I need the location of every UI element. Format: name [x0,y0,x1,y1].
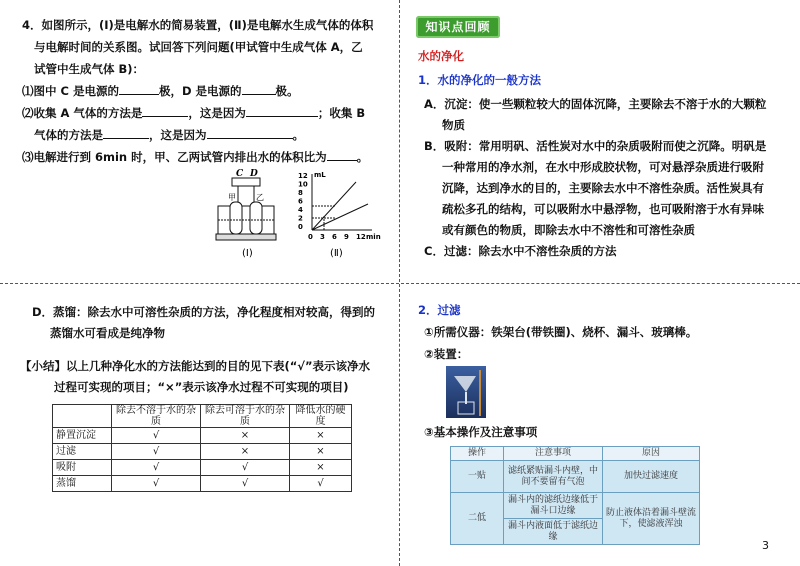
answer-blank [119,94,159,95]
table-cell: 一贴 [451,461,504,493]
tube-jia-label: 甲 [228,193,236,202]
table-cell: √ [290,476,352,492]
origin-label: 0 [308,233,313,241]
table-row [53,476,352,492]
table-cell: √ [201,460,290,476]
y-tick-label: 2 [298,214,303,223]
electrode-c-label: C [236,169,244,179]
header-cell [53,405,112,428]
summary-text: 【小结】以上几种净化水的方法能达到的目的见下表(“√”表示该净水 过程可实现的项目；“×”表示该净水过程不可实现的项目) [20,359,371,394]
section-subtitle: 1．水的净化的一般方法 [418,73,542,87]
answer-blank [142,116,188,117]
y-axis-unit: mL [314,171,326,179]
table-cell: 漏斗内的滤纸边缘低于漏斗口边缘 [504,493,603,519]
x-tick-label: 9 [344,233,349,241]
header-cell: 注意事项 [504,447,603,461]
y-tick-label: 4 [298,206,303,214]
answer-blank [327,160,357,161]
y-tick-label: 8 [298,189,303,197]
question-line: 4．如图所示，(Ⅰ)是电解水的简易装置，(Ⅱ)是电解水生成气体的体积 [22,18,374,32]
table-header-row [451,447,700,461]
filtration-apparatus-photo [446,366,486,418]
tube-yi-label: 乙 [256,193,264,202]
figure-2-label: (Ⅱ) [330,248,343,259]
answer-blank [207,138,293,139]
filtration-title: 2．过滤 [418,303,461,317]
filtration-notes-table [450,446,700,545]
distillation-text: D．蒸馏：除去水中可溶性杂质的方法，净化程度相对较高，得到的 蒸馏水可看成是纯净物 [32,305,376,340]
header-cell: 原因 [603,447,700,461]
x-tick-label: 6 [332,233,337,241]
x-tick-labels [308,233,366,241]
header-cell: 降低水的硬度 [290,405,352,428]
question-part-3: ⑶电解进行到 6min 时，甲、乙两试管内排出水的体积比为 。 [22,150,369,164]
x-axis-unit: min [366,233,381,241]
figure-1-label: (Ⅰ) [242,248,253,259]
table-cell: √ [112,476,201,492]
table-row [53,428,352,444]
question-block [22,14,387,168]
y-tick-label: 0 [298,223,303,231]
electrode-d-label: D [250,169,258,179]
table-row [451,493,700,519]
table-cell: 加快过滤速度 [603,461,700,493]
row-label: 蒸馏 [53,476,112,492]
knowledge-text: A．沉淀：使一些颗粒较大的固体沉降，主要除去不溶于水的大颗粒 物质 B．吸附：常用明矾、活性炭对水中的杂质吸附而使之沉降。明矾是 一种常用的净水剂，在水中形成胶状物，可对悬浮杂质进行吸附 沉降，达到净水的目的，主要除去水中不溶性杂质。活性炭具有 疏松多孔的结构，可以吸附水中悬浮物，也可吸附溶于水有异味 或有颜色的物质，即除去水中不溶性和可溶性杂质 C．过滤：除去水中不溶性杂质的方法 [424,97,767,258]
row-label: 过滤 [53,444,112,460]
table-cell: × [290,444,352,460]
y-tick-label: 10 [298,180,308,189]
answer-blank [246,116,318,117]
y-tick-labels [298,172,308,231]
table-header-row [53,405,352,428]
page-number: 3 [762,539,769,552]
answer-blank [103,138,149,139]
row-label: 吸附 [53,460,112,476]
x-tick-label: 12 [356,233,366,241]
purification-methods-table [52,404,352,492]
filtration-device-label: ②装置： [424,347,469,361]
table-cell: × [201,428,290,444]
question-part-2-cont: 气体的方法是 ，这是因为 。 [34,128,304,142]
x-tick-label: 3 [320,233,325,241]
table-row [53,460,352,476]
row-label: 静置沉淀 [53,428,112,444]
table-cell: 滤纸紧贴漏斗内壁，中间不要留有气泡 [504,461,603,493]
question-part-2: ⑵收集 A 气体的方法是 ，这是因为 ；收集 B [22,106,366,120]
y-tick-label: 12 [298,172,308,180]
electrolysis-apparatus-figure [214,166,300,262]
horizontal-divider [0,283,800,284]
header-cell: 除去不溶于水的杂质 [112,405,201,428]
table-cell: × [290,460,352,476]
section-title: 水的净化 [418,49,464,63]
table-cell: × [290,428,352,444]
knowledge-badge: 知识点回顾 [416,16,500,38]
header-cell: 操作 [451,447,504,461]
table-row [53,444,352,460]
table-cell: √ [112,428,201,444]
table-cell: × [201,444,290,460]
volume-time-graph [296,168,390,262]
table-cell: 防止液体沿着漏斗壁流下，使滤液浑浊 [603,493,700,545]
filtration-ops-label: ③基本操作及注意事项 [424,425,538,439]
answer-blank [242,94,276,95]
table-cell: √ [201,476,290,492]
question-part-1: ⑴图中 C 是电源的 极，D 是电源的 极。 [22,84,299,98]
y-tick-label: 6 [298,197,303,206]
table-cell: √ [112,444,201,460]
question-line: 与电解时间的关系图。试回答下列问题(甲试管中生成气体 A，乙 [34,40,363,54]
header-cell: 除去可溶于水的杂质 [201,405,290,428]
table-cell: 漏斗内液面低于滤纸边缘 [504,519,603,545]
table-cell: 二低 [451,493,504,545]
gas-b-line [312,204,368,230]
table-cell: √ [112,460,201,476]
question-line: 试管中生成气体 B)： [34,62,145,76]
table-row [451,461,700,493]
filtration-equipment: ①所需仪器：铁架台(带铁圈)、烧杯、漏斗、玻璃棒。 [424,325,698,339]
